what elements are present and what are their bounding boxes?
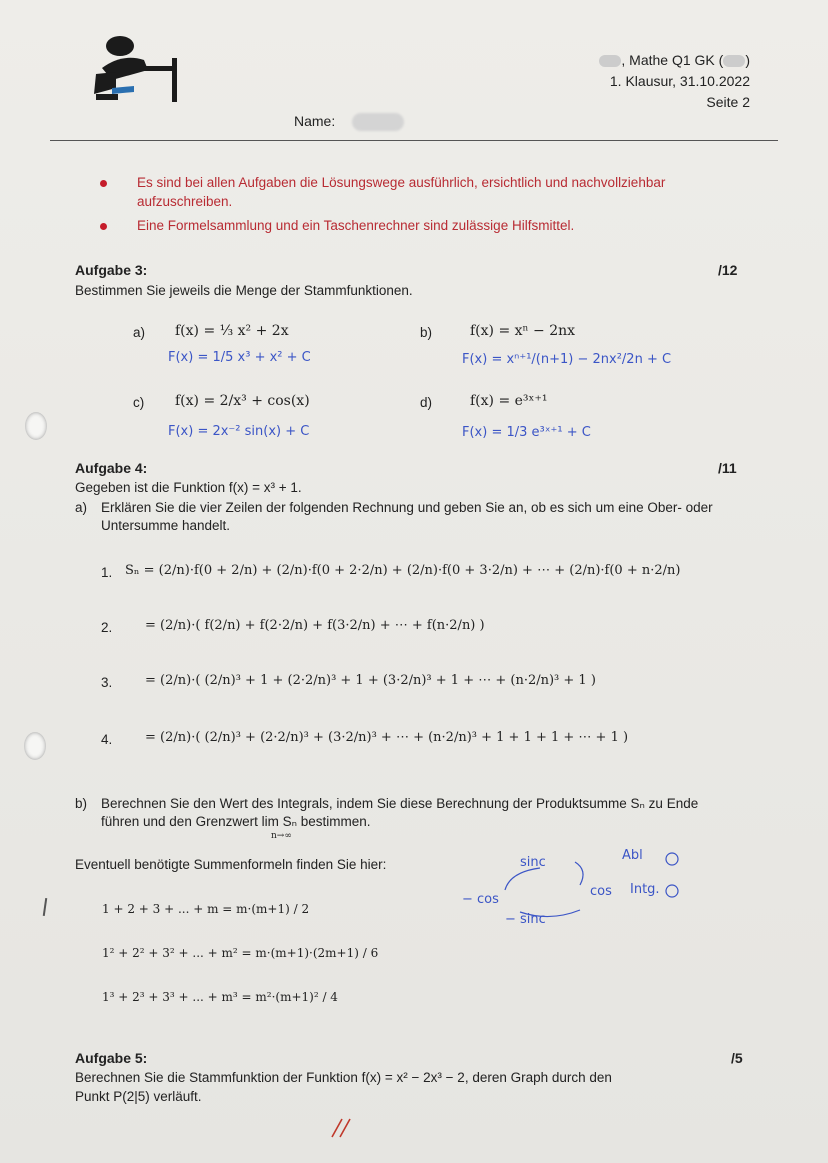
header-info [599,50,750,113]
task3-b-label: b) [420,325,433,340]
task3-text: Bestimmen Sie jeweils die Menge der Stammfunktionen. [75,283,413,298]
line-number-1: 1. [101,565,113,580]
calc-line-2: = (2/n)·( f(2/n) + f(2·2/n) + f(3·2/n) + ⋯ + f(n·2/n) ) [145,618,485,633]
red-tick-mark-icon [328,1115,358,1139]
task3-a-func: f(x) = ⅓ x² + 2x [175,323,289,339]
punch-hole-top [25,412,47,440]
note-sinc: sinc [520,855,546,870]
task3-d-label: d) [420,395,433,410]
note-minus-cos: − cos [462,892,499,907]
task4-a-label: a) [75,500,88,515]
task4-points: /11 [718,460,737,476]
name-label: Name: [294,113,336,129]
task3-d-func: f(x) = e³ˣ⁺¹ [470,393,548,409]
task3-c-label: c) [133,395,145,410]
task5-text-cont: Punkt P(2|5) verläuft. [75,1089,202,1104]
task3-points: /12 [718,262,738,278]
header-divider [50,140,778,141]
sum-formula-1: 1 + 2 + 3 + ... + m = m·(m+1) / 2 [102,902,310,916]
pencil-mark [43,898,47,916]
note-intg: Intg. [630,882,660,897]
exam-line: 1. Klausur, 31.10.2022 [609,73,750,89]
formulas-intro: Eventuell benötigte Summenformeln finden Sie hier: [75,857,387,872]
task3-title: Aufgabe 3: [75,262,148,278]
task4-title: Aufgabe 4: [75,460,148,476]
task4-a-text-cont: Untersumme handelt. [101,518,231,533]
punch-hole-bottom [24,732,46,760]
lim-subscript: n→∞ [271,831,292,841]
note-abl: Abl [622,848,643,863]
line-number-2: 2. [101,620,113,635]
calc-line-4: = (2/n)·( (2/n)³ + (2·2/n)³ + (3·2/n)³ + ⋯ + (n·2/n)³ + 1 + 1 + 1 + ⋯ + 1 ) [145,730,629,745]
task4-b-text-cont: führen und den Grenzwert lim Sₙ bestimmen. [101,814,371,829]
logo-figure-icon [82,28,187,113]
task5-text: Berechnen Sie die Stammfunktion der Funktion f(x) = x² − 2x³ − 2, deren Graph durch den [75,1070,612,1085]
notes-arrows-icon [480,850,690,930]
task5-title: Aufgabe 5: [75,1050,148,1066]
task3-a-answer: F(x) = 1/5 x³ + x² + C [168,350,311,365]
instruction-2: Eine Formelsammlung und ein Taschenrechner sind zulässige Hilfsmittel. [137,218,575,233]
note-cos: cos [590,884,612,899]
course-line: , Mathe Q1 GK ( ) [599,50,750,71]
instruction-1-cont: aufzuschreiben. [137,194,233,209]
note-minus-sinc: − sinc [505,912,546,927]
line-number-4: 4. [101,732,113,747]
task3-b-func: f(x) = xⁿ − 2nx [470,323,576,339]
task4-b-label: b) [75,796,88,811]
calc-line-1: Sₙ = (2/n)·f(0 + 2/n) + (2/n)·f(0 + 2·2/n) + (2/n)·f(0 + 3·2/n) + ⋯ + (2/n)·f(0 + n·2/n) [125,563,681,578]
task5-points: /5 [731,1050,743,1066]
sum-formula-2: 1² + 2² + 3² + ... + m² = m·(m+1)·(2m+1) / 6 [102,946,379,960]
task3-d-answer: F(x) = 1/3 e³ˣ⁺¹ + C [462,425,591,440]
task4-given: Gegeben ist die Funktion f(x) = x³ + 1. [75,480,302,495]
sum-formula-3: 1³ + 2³ + 3³ + ... + m³ = m²·(m+1)² / 4 [102,990,338,1004]
instruction-1: Es sind bei allen Aufgaben die Lösungswege ausführlich, ersichtlich und nachvollziehbar [137,175,666,190]
name-redaction [352,113,404,131]
task3-c-func: f(x) = 2/x³ + cos(x) [175,393,310,409]
calc-line-3: = (2/n)·( (2/n)³ + 1 + (2·2/n)³ + 1 + (3·2/n)³ + 1 + ⋯ + (n·2/n)³ + 1 ) [145,673,596,688]
page-number: Seite 2 [706,94,750,110]
task3-a-label: a) [133,325,146,340]
task4-b-text: Berechnen Sie den Wert des Integrals, indem Sie diese Berechnung der Produktsumme Sₙ zu Ende [101,796,699,811]
line-number-3: 3. [101,675,113,690]
task4-a-text: Erklären Sie die vier Zeilen der folgenden Rechnung und geben Sie an, ob es sich um eine Ober- oder [101,500,713,515]
task3-b-answer: F(x) = xⁿ⁺¹/(n+1) − 2nx²/2n + C [462,352,672,367]
task3-c-answer: F(x) = 2x⁻² sin(x) + C [168,424,310,439]
